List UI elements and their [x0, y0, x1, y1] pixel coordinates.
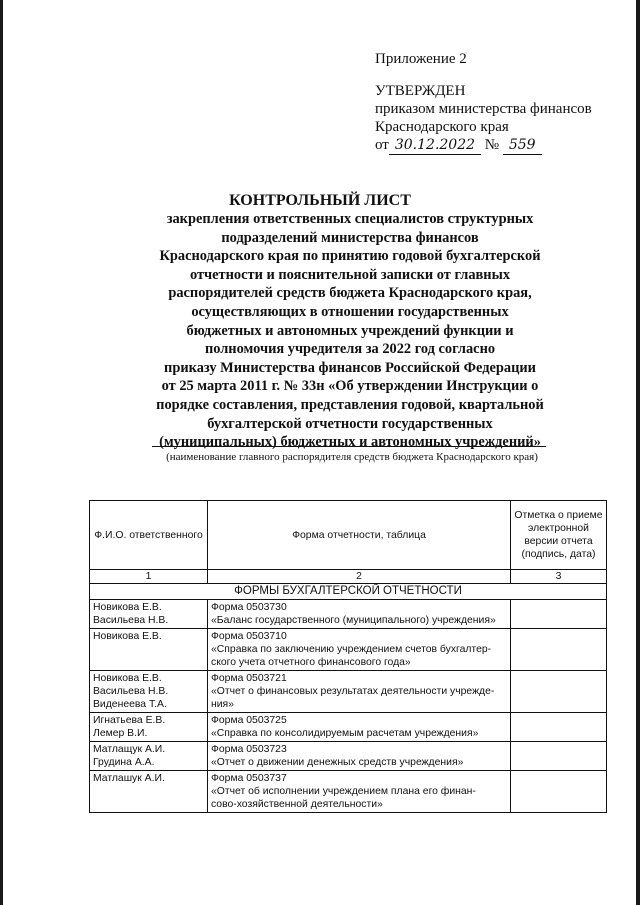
date-prefix: от [375, 137, 389, 153]
table-row [90, 629, 607, 671]
header-mark: Отметка о приеме электронной версии отчета (подпись, дата) [511, 501, 607, 570]
form-code: Форма 0503723 [211, 744, 287, 755]
responsible-names [90, 629, 208, 671]
form-title-line: «Отчет о движении денежных средств учреждения» [211, 757, 464, 768]
subtitle-line: осуществляющих в отношении государственных [191, 303, 509, 320]
acceptance-mark-cell [511, 713, 607, 742]
subtitle-line: Краснодарского края по принятию годовой бухгалтерской [159, 248, 541, 265]
subtitle-line: от 25 марта 2011 г. № 33н «Об утверждении Инструкции о [161, 378, 539, 395]
responsible-name: Васильева Н.В. [93, 615, 169, 626]
acceptance-mark-cell [511, 771, 607, 813]
form-code: Форма 0503737 [211, 773, 287, 784]
responsible-name: Матлашук А.И. [93, 773, 165, 784]
responsible-name: Игнатьева Е.В. [93, 715, 166, 726]
responsible-name: Новикова Е.В. [93, 602, 162, 613]
form-title-line: «Справка по консолидируемым расчетам учреждения» [211, 728, 479, 739]
responsible-name: Васильева Н.В. [93, 686, 169, 697]
form-title-line: ния» [211, 699, 234, 710]
report-form [208, 713, 511, 742]
form-title-line: сово-хозяйственной деятельности» [211, 799, 383, 810]
order-date: 30.12.2022 [389, 136, 481, 155]
document-title: КОНТРОЛЬНЫЙ ЛИСТ [229, 192, 411, 209]
responsible-name: Грудина А.А. [93, 757, 155, 768]
column-number-row [90, 570, 607, 584]
responsible-names [90, 713, 208, 742]
subtitle-line: полномочия учредителя за 2022 год согласно [204, 341, 496, 358]
subtitle-line: отчетности и пояснительной записки от главных [189, 266, 511, 283]
column-number: 3 [511, 570, 607, 584]
section-title: ФОРМЫ БУХГАЛТЕРСКОЙ ОТЧЕТНОСТИ [90, 584, 607, 600]
subtitle-line: бухгалтерской отчетности государственных [207, 415, 493, 432]
subtitle-line: порядке составления, представления годовой, квартальной [156, 396, 544, 413]
report-form [208, 742, 511, 771]
form-code: Форма 0503721 [211, 673, 287, 684]
order-number: 559 [503, 136, 542, 155]
subtitle-line: приказу Министерства финансов Российской Федерации [164, 359, 536, 376]
responsible-name: Новикова Е.В. [93, 673, 162, 684]
subtitle-line: подразделений министерства финансов [221, 229, 479, 246]
acceptance-mark-cell [511, 742, 607, 771]
form-title-line: «Отчет о финансовых результатах деятельности учрежде- [211, 686, 495, 697]
subtitle-line: распорядителей средств бюджета Краснодарского края, [168, 285, 532, 302]
report-form [208, 771, 511, 813]
responsible-names [90, 742, 208, 771]
table-row [90, 713, 607, 742]
header-fio: Ф.И.О. ответственного [90, 501, 208, 570]
administrator-name-caption: (наименование главного распорядителя средств бюджета Краснодарского края) [166, 451, 538, 463]
order-line-1: приказом министерства финансов [375, 101, 592, 117]
administrator-name-line [152, 446, 546, 447]
report-form [208, 629, 511, 671]
table-row [90, 771, 607, 813]
subtitle-line: закрепления ответственных специалистов структурных [166, 211, 534, 227]
acceptance-mark-cell [511, 671, 607, 713]
responsible-names [90, 671, 208, 713]
report-form [208, 671, 511, 713]
appendix-label: Приложение 2 [375, 51, 467, 67]
header-form: Форма отчетности, таблица [208, 501, 511, 570]
number-prefix: № [484, 137, 500, 153]
form-code: Форма 0503710 [211, 631, 287, 642]
column-number: 2 [208, 570, 511, 584]
acceptance-mark-cell [511, 629, 607, 671]
approved-label: УТВЕРЖДЕН [375, 83, 466, 99]
responsible-names [90, 771, 208, 813]
responsible-name: Матлащук А.И. [93, 744, 166, 755]
subtitle-line: (муниципальных) бюджетных и автономных учреждений» [159, 434, 541, 451]
table-row [90, 671, 607, 713]
control-table [89, 500, 607, 813]
acceptance-mark-cell [511, 600, 607, 629]
approval-block [375, 50, 592, 155]
report-form [208, 600, 511, 629]
section-row [90, 584, 607, 600]
form-title-line: «Баланс государственного (муниципального) учреждения» [211, 615, 496, 626]
responsible-name: Лемер В.И. [93, 728, 148, 739]
form-title-line: ского учета отчетного финансового года» [211, 657, 411, 668]
order-date-line [375, 136, 592, 155]
table-row [90, 600, 607, 629]
document-subtitle [130, 210, 570, 452]
form-title-line: «Отчет об исполнении учреждением плана его финан- [211, 786, 476, 797]
table-row [90, 742, 607, 771]
table-header-row [90, 501, 607, 570]
responsible-name: Виденеева Т.А. [93, 699, 167, 710]
form-code: Форма 0503730 [211, 602, 287, 613]
responsible-names [90, 600, 208, 629]
order-line-2: Краснодарского края [375, 119, 509, 135]
subtitle-line: бюджетных и автономных учреждений функции и [186, 322, 514, 339]
responsible-name: Новикова Е.В. [93, 631, 162, 642]
column-number: 1 [90, 570, 208, 584]
form-title-line: «Справка по заключению учреждением счетов бухгалтер- [211, 644, 492, 655]
form-code: Форма 0503725 [211, 715, 287, 726]
